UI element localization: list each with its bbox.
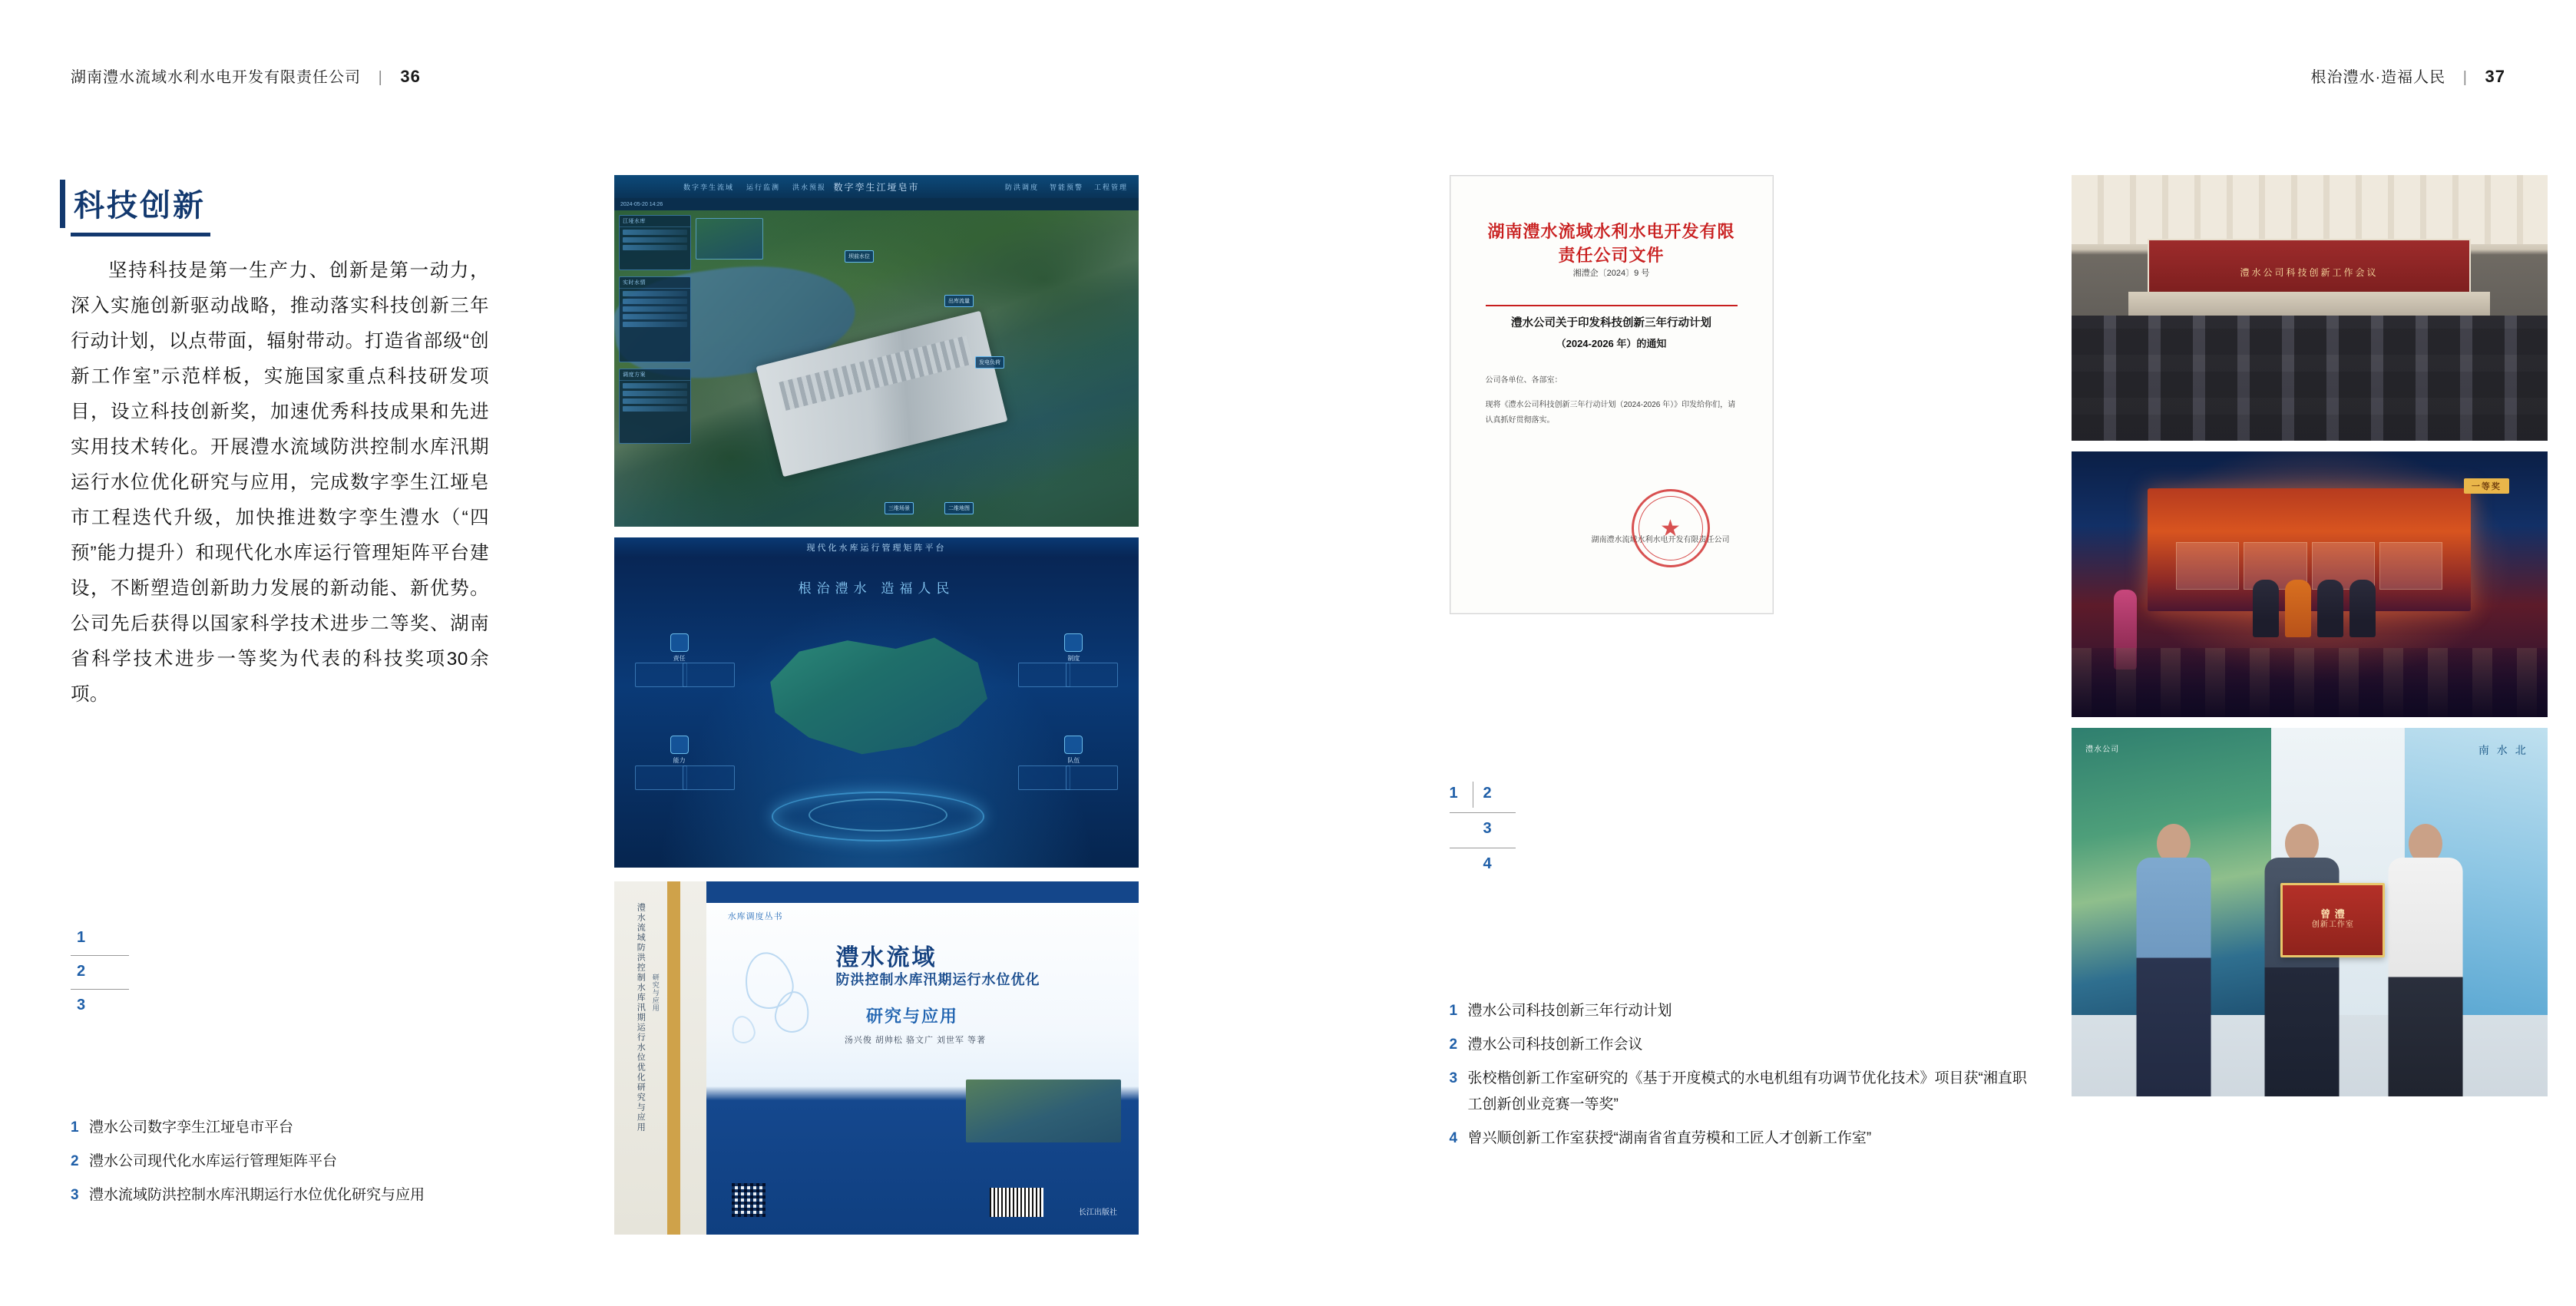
matrix-node-icon [670,736,689,754]
water-drop-icon [729,1013,758,1045]
book-subtitle: 防洪控制水库汛期运行水位优化 [835,972,1040,987]
panel-row [623,383,687,388]
book-publisher: 长江出版社 [1078,1208,1117,1217]
caption-item [1450,1066,2033,1118]
matrix-card[interactable] [1018,663,1070,687]
panel-row [623,398,687,404]
book-subtitle-secondary: 研究与应用 [866,1006,959,1026]
right-caption-list [1450,998,2033,1159]
matrix-node-icon [670,633,689,652]
caption-item [71,1182,501,1208]
keyplan-number-2: 2 [1483,785,1492,802]
caption-item [71,1115,501,1141]
keyplan-number-3: 3 [1483,820,1492,837]
platform-3d-scene [614,210,1139,527]
view-toggle-2d[interactable]: 二维地图 [944,502,974,514]
platform-menu-item[interactable]: 工程管理 [1093,183,1128,191]
screen-card [2176,542,2239,590]
seal-star-icon: ★ [1660,515,1681,541]
caption-number: 1 [71,1119,79,1136]
person-figure [2262,824,2343,1096]
keyplan-rule-1 [1450,812,1516,813]
person-figure [2386,824,2466,1096]
panel-row [623,299,687,304]
caption-text: 张校楷创新工作室研究的《基于开度模式的水电机组有功调节优化技术》项目获“湘直职工创新创业竞赛一等奖” [1467,1070,2027,1113]
matrix-card[interactable] [683,765,735,790]
panel-row [623,322,687,327]
person-figure [2133,824,2214,1096]
caption-text: 曾兴顺创新工作室获授“湖南省省直劳模和工匠人才创新工作室” [1467,1130,1872,1146]
view-toggle-3d[interactable]: 三维场景 [885,502,914,514]
folio-left: 36 [400,67,421,86]
book-top-band [706,881,1139,903]
scene-thumbnail[interactable] [696,218,763,260]
official-seal-icon [1632,489,1710,567]
person-torso [2389,858,2463,1096]
document-body [1486,373,1738,428]
keyplan-number-3: 3 [77,997,86,1013]
document-signature: 湖南澧水流域水利水电开发有限责任公司 [1591,536,1730,544]
right-keyplan [1450,785,1557,908]
panel-row [623,237,687,243]
document-number: 湘澧企〔2024〕9 号 [1572,269,1650,278]
figure-innovation-studio-photo [2072,728,2548,1096]
person-figure [2253,580,2279,637]
seal-ring [1639,496,1703,560]
screen-card [2379,542,2442,590]
matrix-header: 现代化水库运行管理矩阵平台 [614,537,1139,557]
panel-title: 江垭水库 [620,216,690,227]
platform-menu-item[interactable]: 运行监测 [746,183,781,191]
keyplan-number-2: 2 [77,963,86,980]
running-head-left-text: 湖南澧水流域水利水电开发有限责任公司 [71,69,361,86]
matrix-node-label: 制度 [1067,654,1080,662]
panel-row [623,306,687,312]
basin-map-graphic [756,627,997,765]
figure-digital-twin-platform [614,175,1139,527]
book-title: 澧水流域 [835,944,937,970]
book-spine-stripe [667,881,680,1235]
award-badge: 一等奖 [2464,478,2509,494]
matrix-card[interactable] [1066,765,1118,790]
running-head-right [2311,64,2505,87]
document-header: 湖南澧水流域水利水电开发有限责任公司文件 [1487,222,1735,265]
backdrop-right-logo: 南 水 北 [2478,744,2528,757]
panel-rows [620,289,690,329]
caption-text: 澧水公司科技创新三年行动计划 [1467,1003,1672,1019]
head-table [2128,292,2490,316]
platform-menu-left[interactable] [683,182,826,192]
matrix-node-ability[interactable] [1050,633,1096,663]
panel-reservoir[interactable] [619,215,691,270]
matrix-node-system[interactable] [656,736,703,765]
book-spine-title: 澧水流域防洪控制水库汛期运行水位优化研究与应用 [636,902,646,1132]
caption-number: 1 [1449,1003,1458,1019]
matrix-node-duty[interactable] [656,633,703,663]
panel-title: 调度方案 [620,369,690,381]
caption-item [1450,998,2033,1024]
person-figure [2317,580,2343,637]
panel-title: 实时水情 [620,277,690,289]
running-head-separator: | [2462,69,2468,86]
map-glow-ring-inner [809,798,948,832]
platform-title: 数字孪生江垭皂市 [833,181,920,193]
figure-award-stage-photo [2072,451,2548,717]
panel-row [623,245,687,250]
caption-text: 澧水流域防洪控制水库汛期运行水位优化研究与应用 [89,1187,425,1203]
platform-menu-item[interactable]: 洪水预报 [792,183,827,191]
platform-toolbar[interactable] [614,198,1139,210]
panel-row [623,406,687,412]
caption-number: 4 [1449,1130,1458,1146]
award-recipients [2252,557,2376,637]
matrix-node-icon [1064,633,1083,652]
panel-row [623,230,687,235]
panel-row [623,291,687,296]
book-front-cover [706,881,1139,1235]
panel-rows [620,381,690,414]
caption-number: 2 [71,1153,79,1169]
page-title: 科技创新 [71,180,210,236]
figure-official-document [1450,175,1774,614]
keyplan-number-4: 4 [1483,855,1492,872]
map-tag-water-level[interactable]: 坝前水位 [845,250,874,263]
book-spine-subtitle: 研究与应用 [651,973,660,1012]
book-series-label: 水库调度丛书 [727,911,783,921]
document-title-line2: （2024-2026 年）的通知 [1556,338,1667,349]
map-tag-power[interactable]: 发电负荷 [975,356,1004,369]
folio-right: 37 [2485,67,2505,86]
qr-code-icon [732,1183,766,1217]
matrix-card[interactable] [1066,663,1118,687]
section-title-block [71,180,278,236]
body-paragraph: 坚持科技是第一生产力、创新是第一动力，深入实施创新驱动战略，推动落实科技创新三年行动计划，以点带面，辐射带动。打造省部级“创新工作室”示范样板，实施国家重点科技研发项目，设立科技创新奖，加速优秀科技成果和先进实用技术转化。开展澧水流域防洪控制水库汛期运行水位优化研究与应用，完成数字孪生江垭皂市工程迭代升级，加快推进数字孪生澧水（“四预”能力提升）和现代化水库运行管理矩阵平台建设，不断塑造创新助力发展的新动能、新优势。公司先后获得以国家科学技术进步二等奖、湖南省科学技术进步一等奖为代表的科技奖项30余项。 [71,260,489,705]
running-head-separator: | [378,69,383,86]
matrix-card[interactable] [683,663,735,687]
panel-row [623,391,687,396]
document-content [1486,196,1738,593]
keyplan-rule-1 [71,955,129,956]
platform-menu-right[interactable] [1005,182,1128,192]
matrix-node-icon [1064,736,1083,754]
panel-realtime[interactable] [619,276,691,362]
matrix-card[interactable] [635,765,687,790]
plaque-line-2: 创新工作室 [2311,921,2354,930]
conference-banner-text: 澧水公司科技创新工作会议 [2240,266,2379,278]
book-authors: 汤兴俊 胡帅松 骆文广 刘世军 等著 [844,1035,987,1045]
matrix-card[interactable] [635,663,687,687]
platform-menu-item[interactable]: 智能预警 [1049,183,1083,191]
running-head-right-text: 根治澧水·造福人民 [2310,69,2446,86]
stage-floor [2072,648,2548,717]
backdrop-left-logo: 澧水公司 [2085,746,2120,755]
figure-matrix-platform [614,537,1139,868]
platform-timestamp: 2024-05-20 14:26 [620,201,663,207]
book-cover-photo [966,1080,1122,1143]
figure-book-cover [614,881,1139,1235]
platform-titlebar [614,175,1139,198]
panel-dispatch[interactable] [619,369,691,444]
panel-row [623,314,687,319]
platform-menu-item[interactable]: 防洪调度 [1004,183,1039,191]
caption-text: 澧水公司现代化水库运行管理矩阵平台 [89,1153,338,1169]
caption-text: 澧水公司科技创新工作会议 [1467,1037,1643,1053]
keyplan-rule-2 [71,989,129,990]
caption-item [1450,1032,2033,1058]
caption-number: 2 [1449,1037,1458,1053]
document-red-rule [1486,305,1738,306]
person-torso [2136,858,2211,1096]
caption-text: 澧水公司数字孪生江垭皂市平台 [89,1119,294,1136]
matrix-node-label: 责任 [673,654,686,662]
book-spine [614,881,707,1235]
left-keyplan [71,929,163,1029]
document-body-line: 现将《澧水公司科技创新三年行动计划（2024-2026 年）》印发给你们，请认真抓好贯彻落实。 [1485,401,1736,425]
plaque-line-1: 曾 澧 [2320,908,2346,921]
ceiling [2072,175,2548,244]
audience-seating [2072,316,2548,441]
map-tag-outflow[interactable]: 出库流量 [944,295,974,307]
keyplan-number-1: 1 [1449,785,1458,802]
matrix-node-label: 能力 [673,757,686,764]
running-head-left [71,64,421,87]
matrix-node-label: 队伍 [1067,757,1080,764]
keyplan-number-1: 1 [77,929,86,946]
caption-item [71,1149,501,1175]
person-figure [2285,580,2311,637]
caption-item [1450,1126,2033,1152]
body-copy [71,253,489,713]
figure-conference-photo [2072,175,2548,441]
barcode-icon [990,1188,1043,1217]
document-body-line: 公司各单位、各部室： [1485,376,1562,385]
platform-menu-item[interactable]: 数字孪生流域 [683,183,735,191]
matrix-slogan: 根治澧水 造福人民 [798,581,955,596]
left-caption-list [71,1115,501,1216]
document-title-line1: 澧水公司关于印发科技创新三年行动计划 [1511,317,1711,329]
panel-rows [620,227,690,253]
right-page [1288,0,2576,1306]
person-figure [2349,580,2376,637]
matrix-node-team[interactable] [1050,736,1096,765]
caption-number: 3 [71,1187,79,1203]
matrix-card[interactable] [1018,765,1070,790]
caption-number: 3 [1449,1070,1458,1086]
award-plaque [2280,883,2385,957]
